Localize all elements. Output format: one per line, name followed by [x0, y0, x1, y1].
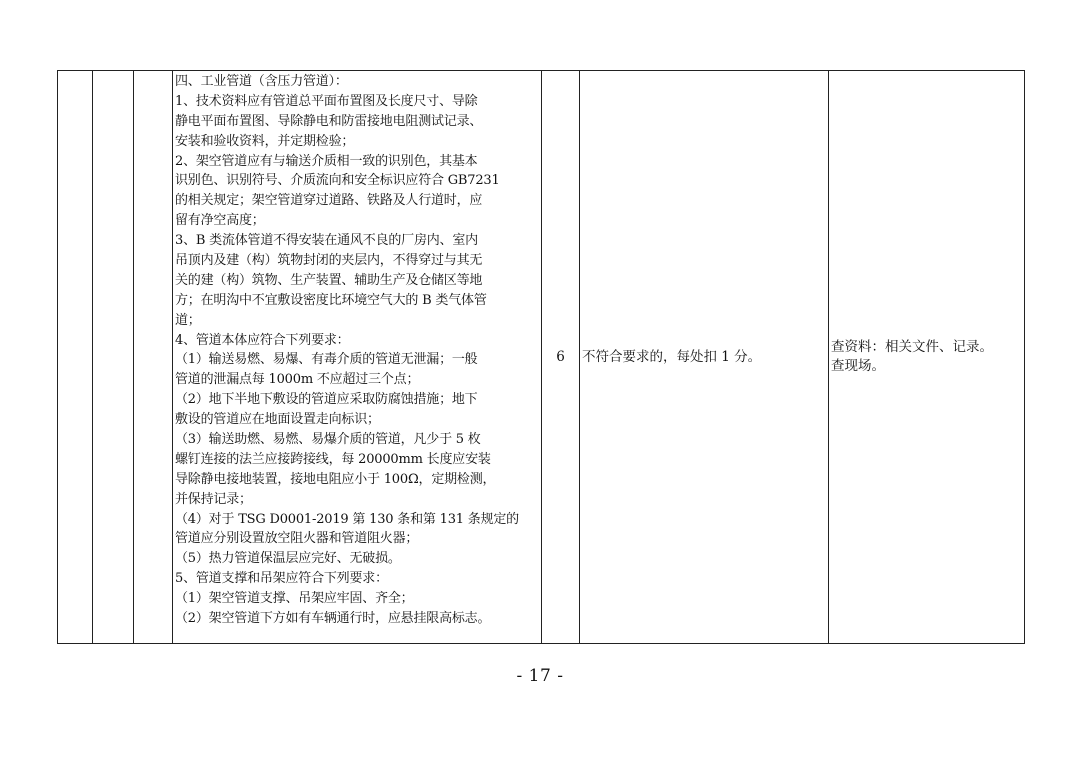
- requirement-line: 留有净空高度；: [175, 213, 265, 229]
- check-method-cell: [829, 71, 1025, 644]
- score-cell: 6: [542, 71, 580, 644]
- requirement-line: （3）输送助燃、易燃、易爆介质的管道，凡少于 5 枚: [175, 432, 481, 448]
- table-row: [58, 71, 1025, 644]
- requirement-line: 3、B 类流体管道不得安装在通风不良的厂房内、室内: [175, 233, 478, 249]
- requirement-line: 四、工业管道（含压力管道）：: [175, 74, 348, 89]
- check-method-line: 查现场。: [831, 358, 885, 374]
- requirement-line: 导除静电接地装置，接地电阻应小于 100Ω，定期检测，: [175, 471, 496, 487]
- page-number: - 17 -: [516, 666, 564, 686]
- requirement-line: 螺钉连接的法兰应接跨接线，每 20000mm 长度应安装: [175, 451, 491, 467]
- requirement-line: 2、架空管道应有与输送介质相一致的识别色，其基本: [175, 153, 478, 169]
- requirement-line: 敷设的管道应在地面设置走向标识；: [175, 412, 380, 428]
- requirement-line: 识别色、识别符号、介质流向和安全标识应符合 GB7231: [175, 173, 500, 189]
- requirement-line: （2）地下半地下敷设的管道应采取防腐蚀措施；地下: [175, 392, 478, 408]
- standard-table: [57, 70, 1025, 644]
- requirement-line: （5）热力管道保温层应完好、无破损。: [175, 551, 401, 567]
- requirement-line: （1）架空管道支撑、吊架应牢固、齐全；: [175, 591, 414, 607]
- requirement-line: （2）架空管道下方如有车辆通行时，应悬挂限高标志。: [175, 611, 491, 627]
- requirement-line: 4、管道本体应符合下列要求：: [175, 332, 350, 348]
- empty-cell-1: [58, 71, 93, 644]
- empty-cell-2: [93, 71, 134, 644]
- requirement-line: 静电平面布置图、导除静电和防雷接地电阻测试记录、: [175, 113, 483, 129]
- requirement-line: 吊顶内及建（构）筑物封闭的夹层内，不得穿过与其无: [175, 253, 483, 269]
- requirement-line: 1、技术资料应有管道总平面布置图及长度尺寸、导除: [175, 93, 478, 109]
- requirement-line: 安装和验收资料，并定期检验；: [175, 133, 355, 149]
- deduction-rule-text: 不符合要求的，每处扣 1 分。: [582, 348, 762, 365]
- empty-cell-3: [134, 71, 173, 644]
- requirement-line: 管道应分别设置放空阻火器和管道阻火器；: [175, 531, 419, 547]
- deduction-rule-cell: [580, 71, 829, 644]
- requirement-line: 方；在明沟中不宜敷设密度比环境空气大的 B 类气体管: [175, 292, 487, 308]
- requirements-cell: [173, 71, 542, 644]
- requirement-line: （4）对于 TSG D0001-2019 第 130 条和第 131 条规定的: [175, 511, 519, 527]
- requirement-line: 道；: [175, 312, 201, 328]
- requirement-line: （1）输送易燃、易爆、有毒介质的管道无泄漏；一般: [175, 352, 478, 368]
- check-method-line: 查资料：相关文件、记录。: [831, 339, 993, 355]
- requirement-line: 的相关规定；架空管道穿过道路、铁路及人行道时，应: [175, 193, 483, 209]
- requirement-line: 并保持记录；: [175, 491, 252, 507]
- requirement-line: 管道的泄漏点每 1000m 不应超过三个点；: [175, 372, 420, 388]
- requirement-line: 关的建（构）筑物、生产装置、辅助生产及仓储区等地: [175, 272, 483, 288]
- requirement-line: 5、管道支撑和吊架应符合下列要求：: [175, 571, 388, 587]
